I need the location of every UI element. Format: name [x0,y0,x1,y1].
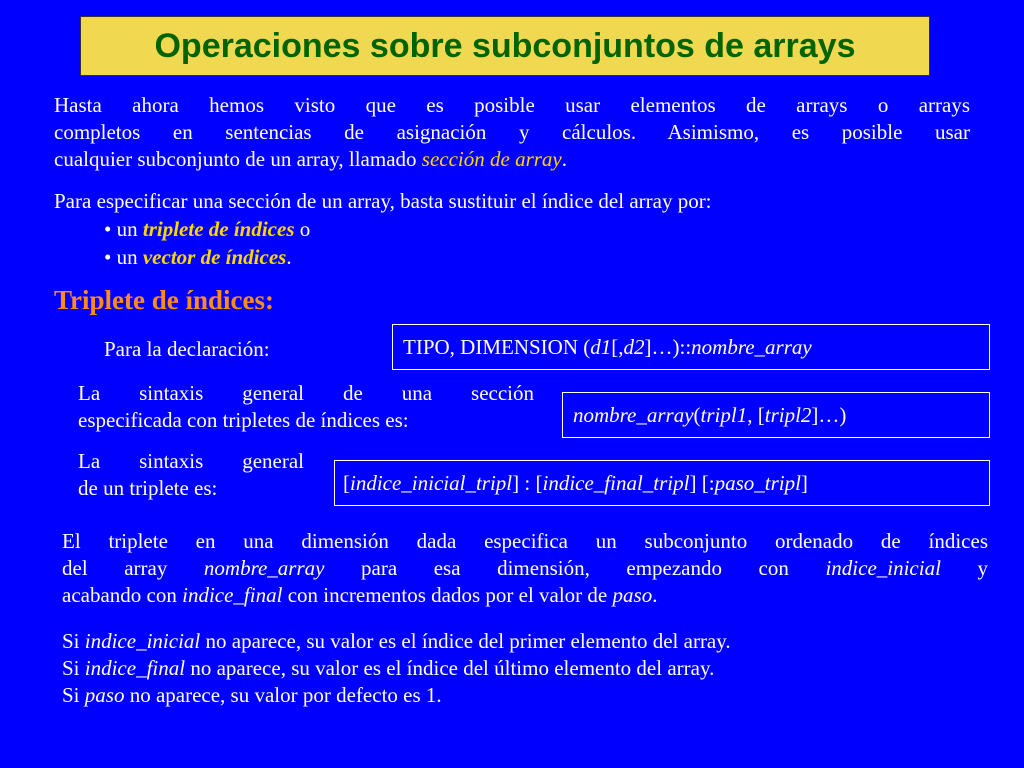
default-indice-inicial: Si indice_inicial no aparece, su valor es el índice del primer elemento del array. [62,629,731,653]
intro-paragraph [54,92,970,173]
term-vector-de-indices: vector de índices [142,245,287,269]
intro-line-3: cualquier subconjunto de un array, llamado sección de array. [54,147,567,171]
triplet-syntax-code-box: [ indice_inicial_tripl ] : [ indice_final_tripl ] [: paso_tripl ] [334,460,990,506]
specify-text: Para especificar una sección de un array, basta sustituir el índice del array por: [54,189,712,213]
declaration-code-box: TIPO, DIMENSION ( d1 [, d2 ]…):: nombre_array [392,324,990,370]
bullet-triplete: • un triplete de índices o [104,217,311,241]
page-title: Operaciones sobre subconjuntos de arrays [80,16,930,76]
default-indice-final: Si indice_final no aparece, su valor es el índice del último elemento del array. [62,656,715,680]
intro-line-2: completos en sentencias de asignación y cálculos. Asimismo, es posible usar [54,120,970,144]
triplet-syntax-label: La sintaxis general de un triplete es: [78,449,304,500]
default-paso: Si paso no aparece, su valor por defecto es 1. [62,683,442,707]
section-syntax-code-box: nombre_array ( tripl1 , [ tripl2 ]…) [562,392,990,438]
section-syntax-label: La sintaxis general de una sección especificada con tripletes de índices es: [78,381,534,432]
bullet-vector: • un vector de índices. [104,245,292,269]
intro-line-1: Hasta ahora hemos visto que es posible usar elementos de arrays o arrays [54,93,970,117]
declaration-label: Para la declaración: [104,337,270,361]
term-seccion-de-array: sección de array [421,147,562,171]
defaults-paragraph [62,628,731,709]
term-triplete-de-indices: triplete de índices [142,217,295,241]
section-heading-triplete: Triplete de índices: [54,285,274,315]
explanation-paragraph: El triplete en una dimensión dada especifica un subconjunto ordenado de índices del array nombre_array para esa dimensión, empezando con indice_inicial y acabando con indice_final con incrementos dados por el valor de paso. [62,529,988,607]
